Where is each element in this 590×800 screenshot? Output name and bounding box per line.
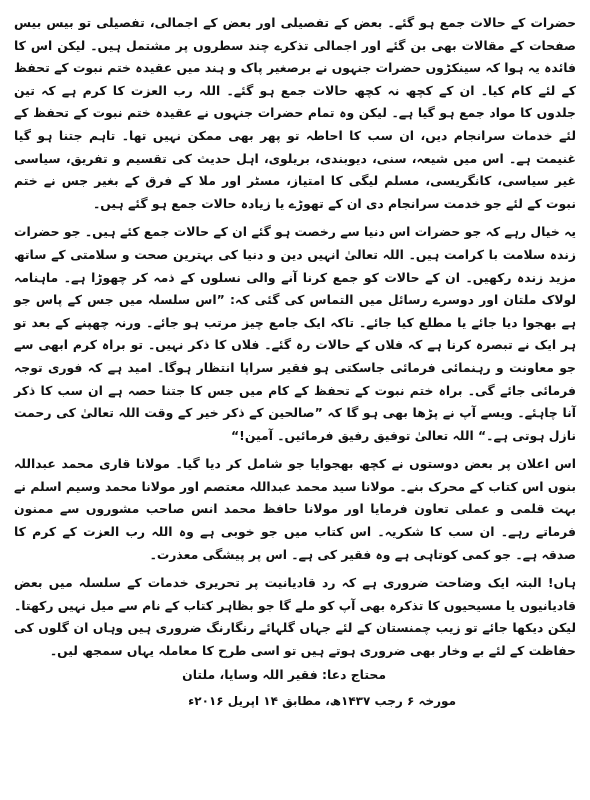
paragraph-1: حضرات کے حالات جمع ہو گئے۔ بعض کے تفصیلی اور بعض کے اجمالی، تفصیلی تو بیس بیس صفحات کے مقالات بھی بن گئے اور اجمالی تذکرے چند سطروں پر مشتمل ہیں۔ لیکن اس کا فائدہ یہ ہوا کہ سینکڑوں حضرات جنہوں نے برصغیر پاک و ہند میں عقیدہ ختم نبوت کے تحفظ کے لئے کام کیا۔ ان کے کچھ نہ کچھ حالات جمع ہو گئے۔ اللہ رب العزت کا کرم ہے کہ تین جلدوں کا مواد جمع ہو گیا ہے۔ لیکن وہ تمام حضرات جنہوں نے عقیدہ ختم نبوت کے تحفظ کے لئے خدمات سرانجام دیں، ان سب کا احاطہ تو پھر بھی ممکن نہیں تھا۔ تاہم جتنا ہو گیا غنیمت ہے۔ اس میں شیعہ، سنی، دیوبندی، بریلوی، اہل حدیث کی تقسیم و تفریق، سیاسی غیر سیاسی، کانگریسی، مسلم لیگی کا امتیاز، مسٹر اور ملا کے فرق کے بغیر جس نے ختم نبوت کے لئے جو خدمت سرانجام دی ان کے تھوڑے یا زیادہ حالات جمع ہو گئے ہیں۔ bbox=[14, 15, 576, 211]
paragraph-2: یہ خیال رہے کہ جو حضرات اس دنیا سے رخصت ہو گئے ان کے حالات جمع کئے ہیں۔ جو حضرات زندہ سلامت با کرامت ہیں۔ اللہ تعالیٰ انہیں دین و دنیا کی بہترین صحت و سلامتی کے ساتھ مزید زندہ رکھیں۔ ان کے حالات کو جمع کرنا آنے والی نسلوں کے ذمہ کر چھوڑا ہے۔ ماہنامہ لولاک ملتان اور دوسرے رسائل میں التماس کی گئی کہ: ”اس سلسلہ میں جس کے پاس جو ہے بھجوا دیا جائے یا مطلع کیا جائے۔ تاکہ ایک جامع چیز مرتب ہو جائے۔ ورنہ چھپنے کے بعد تو ہر ایک نے تبصرہ کرنا ہے کہ فلاں کے حالات رہ گئے۔ فلاں کا ذکر نہیں۔ تو براہ کرم ابھی سے جو معاونت و رہنمائی فرمائی جاسکتی ہو فقیر سراپا انتظار ہوگا۔ امید ہے کہ فوری توجہ فرمائی جائے گی۔ براہ ختم نبوت کے تحفظ کے کام میں جس کا جتنا حصہ ہے ان سب کا ذکر آنا چاہئے۔ ویسے آپ نے پڑھا بھی ہو گا کہ ”صالحین کے ذکر خیر کے وقت اللہ تعالیٰ کی رحمت نازل ہوتی ہے۔“ اللہ تعالیٰ توفیق رفیق فرمائیں۔ آمین!“ bbox=[14, 224, 576, 443]
signature-block bbox=[14, 665, 576, 685]
paragraph-4: ہاں! البتہ ایک وضاحت ضروری ہے کہ رد قادیانیت پر تحریری خدمات کے سلسلہ میں بعض قادیانیوں یا مسیحیوں کا تذکرہ بھی آپ کو ملے گا جو بظاہر کتاب کے نام سے میل نہیں رکھتا۔ لیکن دیکھا جائے تو زیب چمنستان کے لئے جہاں گلہائے رنگارنگ ضروری ہیں وہاں ان گلوں کی حفاظت کے لئے بے وخار بھی ضروری ہوتے ہیں تو اسی طرح کا معاملہ یہاں سمجھ لیں۔ bbox=[14, 575, 576, 659]
signature-label: محتاج دعا: فقیر اللہ وسایا، ملتان bbox=[182, 666, 386, 682]
paragraph-3: اس اعلان پر بعض دوستوں نے کچھ بھجوایا جو شامل کر دیا گیا۔ مولانا قاری محمد عبداللہ بنوں اس کتاب کے محرک بنے۔ مولانا سید محمد عبداللہ معتصم اور مولانا محمد وسیم اسلم نے بہت قلمی و عملی تعاون فرمایا اور مولانا حافظ محمد انس صاحب مشوروں سے ممنون فرماتے رہے۔ ان سب کا شکریہ۔ اس کتاب میں جو خوبی ہے وہ اللہ رب العزت کے کرم کا صدقہ ہے۔ جو کمی کوتاہی ہے وہ فقیر کی ہے۔ اس پر پیشگی معذرت۔ bbox=[14, 456, 576, 562]
date-line: مورخہ ۶ رجب ۱۴۳۷ھ، مطابق ۱۴ اپریل ۲۰۱۶ء bbox=[188, 693, 456, 708]
